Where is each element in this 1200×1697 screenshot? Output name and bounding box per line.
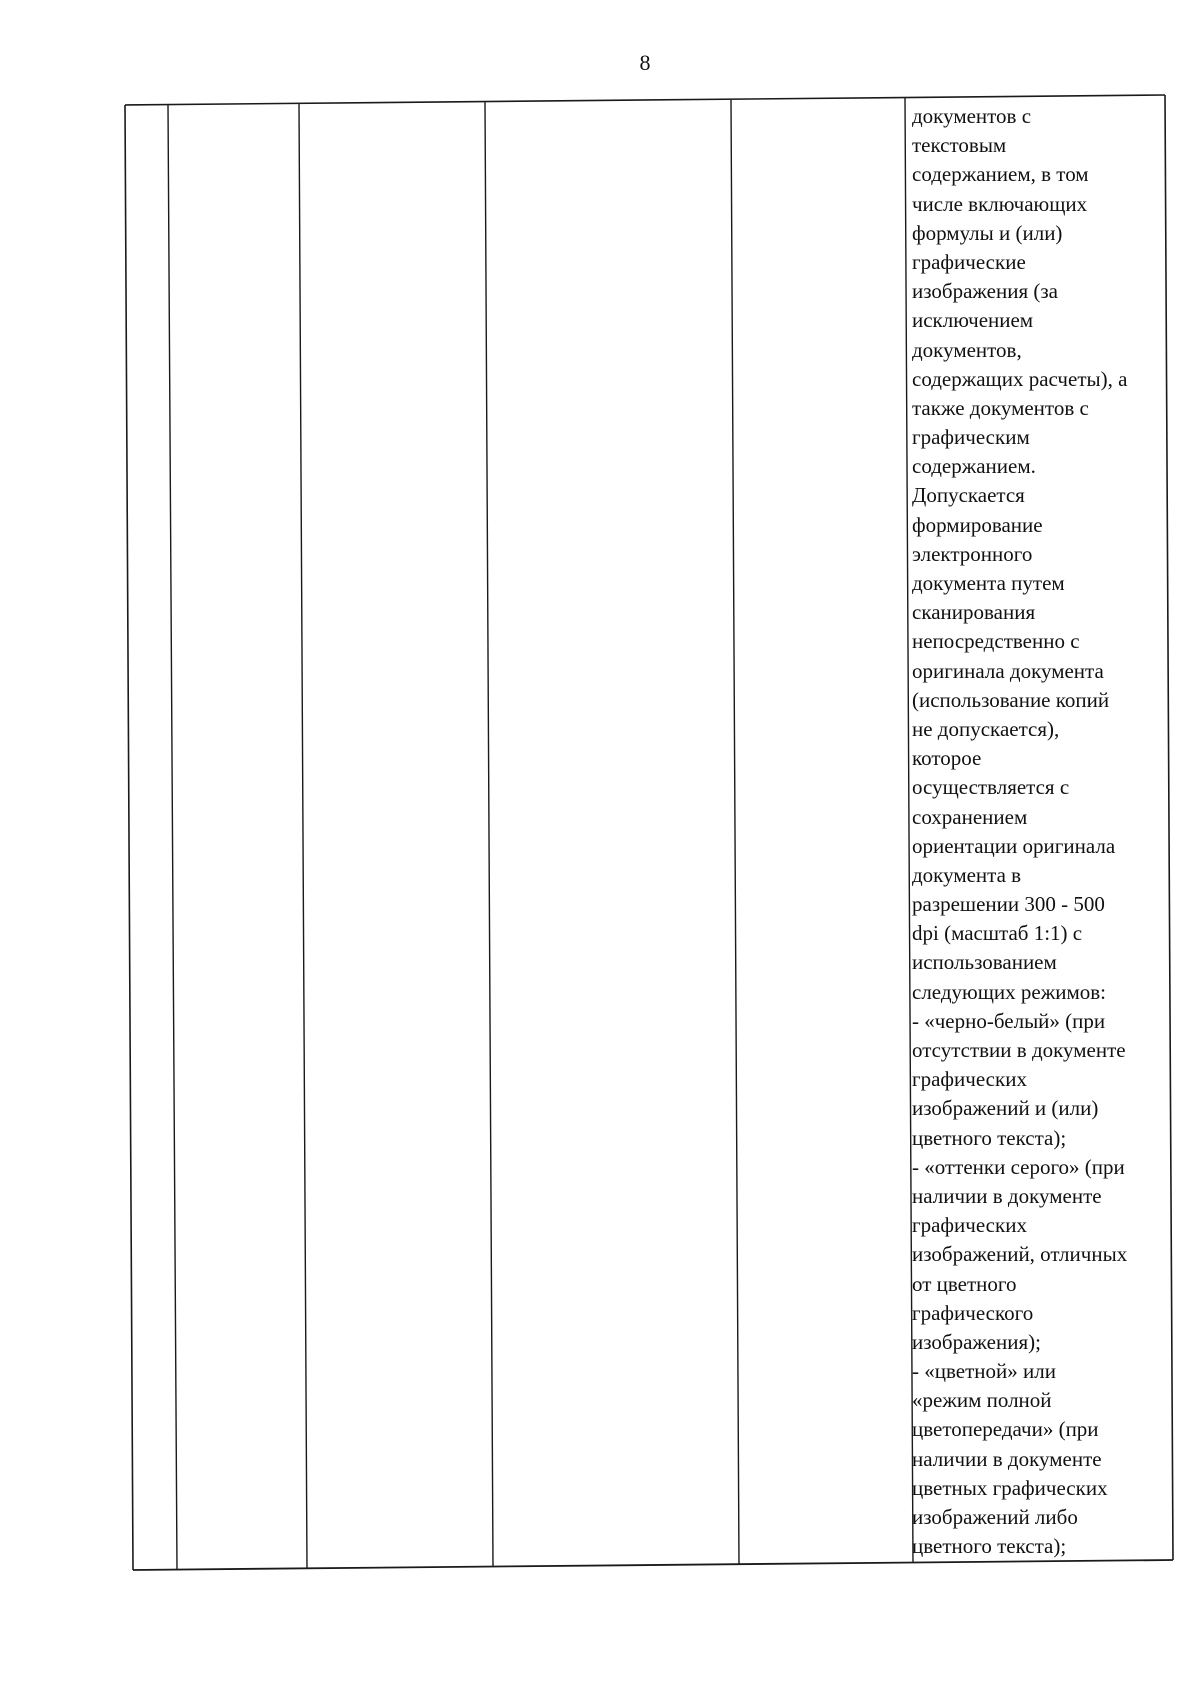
cell-text-line: содержанием. bbox=[912, 454, 1036, 479]
cell-text-line: осуществляется с bbox=[912, 775, 1070, 800]
cell-text-line: содержащих расчеты), а bbox=[912, 366, 1128, 391]
cell-text-line: цветного текста); bbox=[912, 1534, 1067, 1559]
cell-text-line: изображений и (или) bbox=[912, 1096, 1099, 1121]
cell-text-line: dpi (масштаб 1:1) с bbox=[912, 921, 1083, 946]
cell-text-line: также документов с bbox=[912, 395, 1089, 420]
cell-text-line: графических bbox=[912, 1213, 1027, 1238]
cell-text-line: графическим bbox=[912, 425, 1030, 450]
cell-text-line: не допускается), bbox=[912, 716, 1060, 741]
cell-text-line: числе включающих bbox=[912, 191, 1088, 216]
cell-text-line: наличии в документе bbox=[912, 1446, 1102, 1471]
cell-text-line: наличии в документе bbox=[912, 1183, 1102, 1208]
cell-text-line: изображения); bbox=[912, 1329, 1041, 1354]
column-divider-1 bbox=[168, 105, 177, 1570]
cell-text-line: которое bbox=[912, 746, 982, 771]
cell-text-line: непосредственно с bbox=[912, 629, 1080, 654]
cell-text-line: отсутствии в документе bbox=[912, 1038, 1126, 1062]
page-number: 8 bbox=[639, 50, 651, 75]
cell-text-line: следующих режимов: bbox=[912, 979, 1106, 1004]
cell-text-line: разрешении 300 - 500 bbox=[912, 892, 1105, 917]
cell-text-line: цветных графических bbox=[912, 1475, 1108, 1500]
table-bottom-border bbox=[133, 1560, 1173, 1570]
column-divider-2 bbox=[299, 104, 307, 1569]
cell-text-line: формирование bbox=[912, 512, 1043, 537]
column-divider-4 bbox=[731, 100, 739, 1565]
cell-text-line: графические bbox=[912, 249, 1026, 274]
table-left-border bbox=[125, 105, 133, 1570]
cell-text-line: формулы и (или) bbox=[912, 220, 1063, 245]
column-divider-3 bbox=[485, 102, 493, 1567]
cell-text-line: исключением bbox=[912, 308, 1034, 333]
cell-text-line: от цветного bbox=[912, 1271, 1017, 1296]
cell-text-line: цветного текста); bbox=[912, 1125, 1067, 1150]
cell-text-line: текстовым bbox=[912, 133, 1007, 158]
cell-text-line: сканирования bbox=[912, 600, 1036, 625]
cell-text-line: содержанием, в том bbox=[912, 162, 1089, 187]
cell-text-line: документа в bbox=[912, 862, 1022, 887]
cell-text-line: документа путем bbox=[912, 571, 1065, 595]
cell-text-line: документов с bbox=[912, 104, 1032, 128]
cell-text-line: оригинала документа bbox=[912, 658, 1104, 683]
cell-text-line: электронного bbox=[912, 541, 1033, 566]
cell-text-line: - «оттенки серого» (при bbox=[912, 1154, 1125, 1179]
cell-text-line: графического bbox=[912, 1300, 1034, 1325]
cell-text-line: изображения (за bbox=[912, 279, 1058, 304]
cell-text-line: изображений либо bbox=[912, 1505, 1078, 1529]
cell-text-line: ориентации оригинала bbox=[912, 833, 1116, 858]
cell-text-line: Допускается bbox=[912, 483, 1025, 508]
cell-text-line: цветопередачи» (при bbox=[912, 1417, 1099, 1442]
cell-text-line: сохранением bbox=[912, 804, 1028, 829]
cell-text-line: графических bbox=[912, 1067, 1027, 1092]
cell-text-line: изображений, отличных bbox=[912, 1242, 1128, 1267]
cell-text-line: - «черно-белый» (при bbox=[912, 1008, 1106, 1033]
cell-text-line: (использование копий bbox=[912, 687, 1110, 712]
cell-text-line: использованием bbox=[912, 950, 1057, 975]
cell-text-line: - «цветной» или bbox=[912, 1359, 1056, 1384]
cell-text-line: «режим полной bbox=[912, 1388, 1052, 1413]
requirements-cell bbox=[912, 102, 1167, 1561]
cell-text-line: документов, bbox=[912, 337, 1022, 362]
